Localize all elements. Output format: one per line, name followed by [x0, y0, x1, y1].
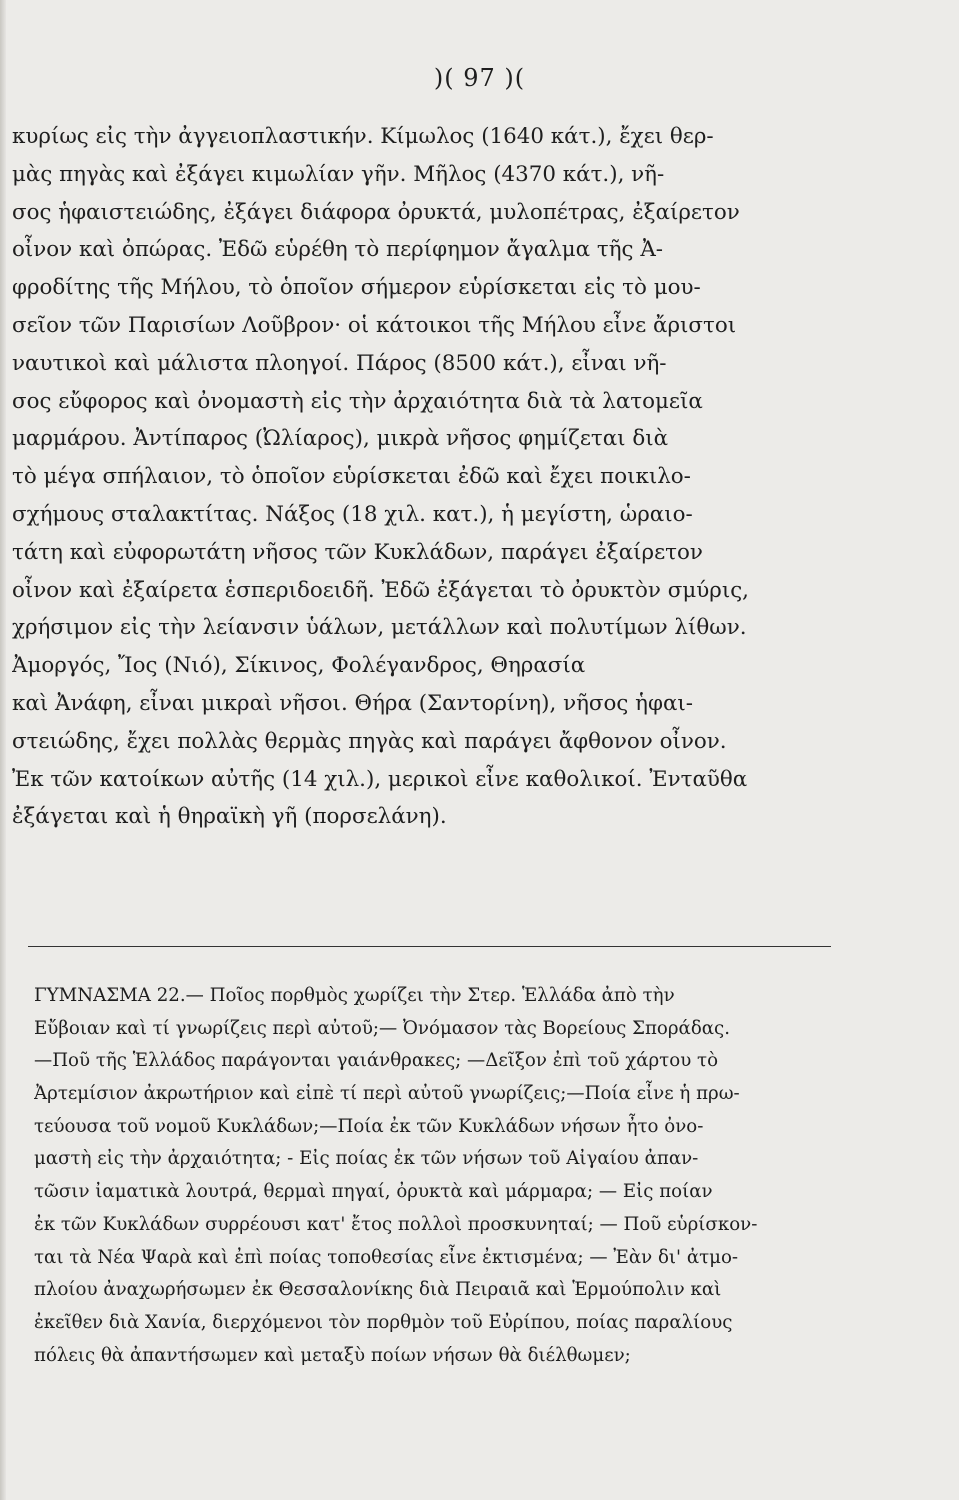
text-line: χρήσιμον εἰς τὴν λείανσιν ὑάλων, μετάλλων καὶ πολυτίμων λίθων.	[12, 615, 747, 641]
text-line: οἶνον καὶ ἐξαίρετα ἑσπεριδοειδῆ. Ἐδῶ ἐξάγεται τὸ ὀρυκτὸν σμύρις,	[12, 577, 749, 603]
section-divider	[28, 946, 831, 947]
exercise-line: ἐκ τῶν Κυκλάδων συρρέουσι κατ' ἔτος πολλοὶ προσκυνηταί; — Ποῦ εὑρίσκον-	[34, 1213, 758, 1235]
text-line: Ἐκ τῶν κατοίκων αὐτῆς (14 χιλ.), μερικοὶ εἶνε καθολικοί. Ἐνταῦθα	[12, 766, 748, 792]
text-line: σχήμους σταλακτίτας. Νάξος (18 χιλ. κατ.), ἡ μεγίστη, ὡραιο-	[12, 501, 693, 527]
text-line: σος εὔφορος καὶ ὀνομαστὴ εἰς τὴν ἀρχαιότητα διὰ τὰ λατομεῖα	[12, 388, 703, 414]
text-line: σεῖον τῶν Παρισίων Λοῦβρον· οἱ κάτοικοι τῆς Μήλου εἶνε ἄριστοι	[12, 312, 737, 338]
text-line: κυρίως εἰς τὴν ἀγγειοπλαστικήν. Κίμωλος (1640 κάτ.), ἔχει θερ-	[12, 124, 714, 149]
exercise-line: ΓΥΜΝΑΣΜΑ 22.— Ποῖος πορθμὸς χωρίζει τὴν Στερ. Ἑλλάδα ἀπὸ τὴν	[34, 985, 675, 1006]
text-line: μὰς πηγὰς καὶ ἐξάγει κιμωλίαν γῆν. Μῆλος (4370 κάτ.), νῆ-	[12, 161, 665, 187]
text-line: ἐξάγεται καὶ ἡ θηραϊκὴ γῆ (πορσελάνη).	[12, 804, 447, 830]
page-edge	[0, 0, 6, 1500]
exercise-line: ται τὰ Νέα Ψαρὰ καὶ ἐπὶ ποίας τοποθεσίας εἶνε ἐκτισμένα; — Ἐὰν δι' ἀτμο-	[34, 1246, 739, 1268]
exercise-line: πλοίου ἀναχωρήσωμεν ἐκ Θεσσαλονίκης διὰ Πειραιᾶ καὶ Ἑρμούπολιν καὶ	[34, 1279, 722, 1301]
exercise-line: ἐκεῖθεν διὰ Χανία, διερχόμενοι τὸν πορθμὸν τοῦ Εὐρίπου, ποίας παραλίους	[34, 1311, 733, 1333]
text-line: φροδίτης τῆς Μήλου, τὸ ὁποῖον σήμερον εὑρίσκεται εἰς τὸ μου-	[12, 275, 701, 301]
exercise-line: τῶσιν ἰαματικὰ λουτρά, θερμαὶ πηγαί, ὀρυκτὰ καὶ μάρμαρα; — Εἰς ποίαν	[34, 1181, 713, 1203]
exercise-line: μαστὴ εἰς τὴν ἀρχαιότητα; - Εἰς ποίας ἐκ τῶν νήσων τοῦ Αἰγαίου ἀπαν-	[34, 1148, 699, 1170]
text-line: καὶ Ἀνάφη, εἶναι μικραὶ νῆσοι. Θήρα (Σαντορίνη), νῆσος ἡφαι-	[12, 690, 694, 716]
exercise-line: Εὔβοιαν καὶ τί γνωρίζεις περὶ αὐτοῦ;— Ὀνόμασον τὰς Βορείους Σποράδας.	[34, 1017, 731, 1039]
text-line: τὸ μέγα σπήλαιον, τὸ ὁποῖον εὑρίσκεται ἐδῶ καὶ ἔχει ποικιλο-	[12, 464, 691, 490]
text-line: οἶνον καὶ ὀπώρας. Ἐδῶ εὑρέθη τὸ περίφημον ἄγαλμα τῆς Ἀ-	[12, 237, 664, 263]
text-line: στειώδης, ἔχει πολλὰς θερμὰς πηγὰς καὶ παράγει ἄφθονον οἶνον.	[12, 728, 727, 754]
text-line: Ἀμοργός, Ἴος (Νιό), Σίκινος, Φολέγανδρος, Θηρασία	[12, 653, 586, 679]
exercise-line: τεύουσα τοῦ νομοῦ Κυκλάδων;—Ποία ἐκ τῶν Κυκλάδων νήσων ἦτο ὀνο-	[34, 1115, 704, 1137]
exercise-line: πόλεις θὰ ἀπαντήσωμεν καὶ μεταξὺ ποίων νήσων θὰ διέλθωμεν;	[34, 1344, 631, 1366]
text-line: μαρμάρου. Ἀντίπαρος (Ὠλίαρος), μικρὰ νῆσος φημίζεται διὰ	[12, 426, 669, 452]
text-line: τάτη καὶ εὐφορωτάτη νῆσος τῶν Κυκλάδων, παράγει ἐξαίρετον	[12, 539, 703, 565]
exercise-line: Ἀρτεμίσιον ἀκρωτήριον καὶ εἰπὲ τί περὶ αὐτοῦ γνωρίζεις;—Ποία εἶνε ἡ πρω-	[34, 1083, 740, 1105]
exercise-section	[34, 980, 840, 1372]
page-number: )( 97 )(	[433, 64, 526, 92]
main-text	[12, 118, 848, 836]
exercise-line: —Ποῦ τῆς Ἑλλάδος παράγονται γαιάνθρακες; —Δεῖξον ἐπὶ τοῦ χάρτου τὸ	[34, 1050, 719, 1072]
text-line: σος ἡφαιστειώδης, ἐξάγει διάφορα ὀρυκτά, μυλοπέτρας, ἐξαίρετον	[12, 199, 740, 225]
text-line: ναυτικοὶ καὶ μάλιστα πλοηγοί. Πάρος (8500 κάτ.), εἶναι νῆ-	[12, 350, 667, 376]
